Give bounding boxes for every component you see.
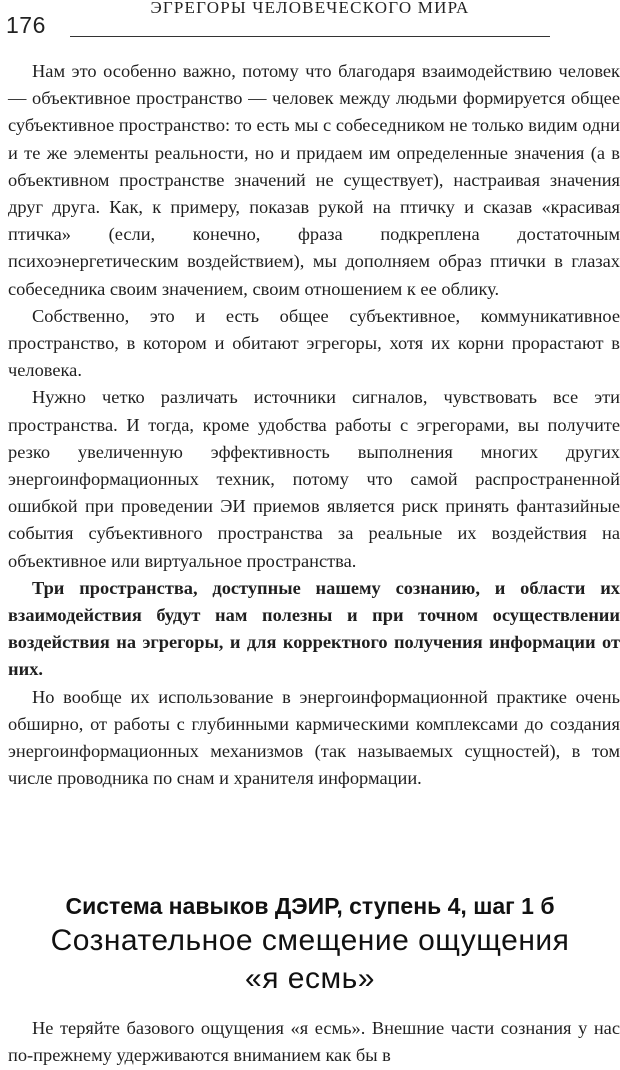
bold-paragraph: Три пространства, доступные нашему сознанию, и области их взаимодействия будут нам полезны и при точном осуществлении воздействия на эгрегоры, и для корректного получения информации от них.	[8, 577, 620, 680]
body-text	[8, 58, 620, 792]
paragraph: Нужно четко различать источники сигналов, чувствовать все эти пространства. И тогда, кроме удобства работы с эгрегорами, вы получите резко увеличенную эффективность выполнения многих других энергоинформационных техник, потому что самой распространенной ошибкой при проведении ЭИ приемов является риск принять фантазийные события субъективного пространства за реальные их воздействия на объективное или виртуальное пространства.	[8, 387, 620, 571]
page-header	[0, 0, 620, 40]
header-rule	[70, 36, 550, 37]
page-number: 176	[6, 12, 46, 38]
section-title-line-2: «я есмь»	[245, 962, 375, 995]
section-heading	[0, 890, 620, 998]
paragraph: Не теряйте базового ощущения «я есмь». Внешние части сознания у нас по-прежнему удерживаются вниманием как бы в	[8, 1018, 620, 1066]
section-title-line-1: Сознательное смещение ощущения	[50, 924, 570, 957]
section-subtitle: Система навыков ДЭИР, ступень 4, шаг 1 б	[65, 893, 555, 919]
paragraph: Нам это особенно важно, потому что благодаря взаимодействию человек — объективное пространство — человек между людьми формируется общее субъективное пространство: то есть мы с собеседником не только видим одни и те же элементы реальности, но и придаем им определенные значения (а в объективном пространстве значений не существует), настраивая значения друг друга. Как, к примеру, показав рукой на птичку и сказав «красивая птичка» (если, конечно, фраза подкреплена достаточным психоэнергетическим воздействием), мы дополняем образ птички в глазах собеседника своим значением, своим отношением к ее облику.	[8, 61, 620, 299]
paragraph: Но вообще их использование в энергоинформационной практике очень обширно, от работы с глубинными кармическими комплексами до создания энергоинформационных механизмов (так называемых сущностей), в том числе проводника по снам и хранителя информации.	[8, 686, 620, 789]
paragraph: Собственно, это и есть общее субъективное, коммуникативное пространство, в котором и обитают эгрегоры, хотя их корни прорастают в человека.	[8, 305, 620, 381]
running-title: ЭГРЕГОРЫ ЧЕЛОВЕЧЕСКОГО МИРА	[150, 0, 470, 17]
tail-text	[8, 1015, 620, 1069]
